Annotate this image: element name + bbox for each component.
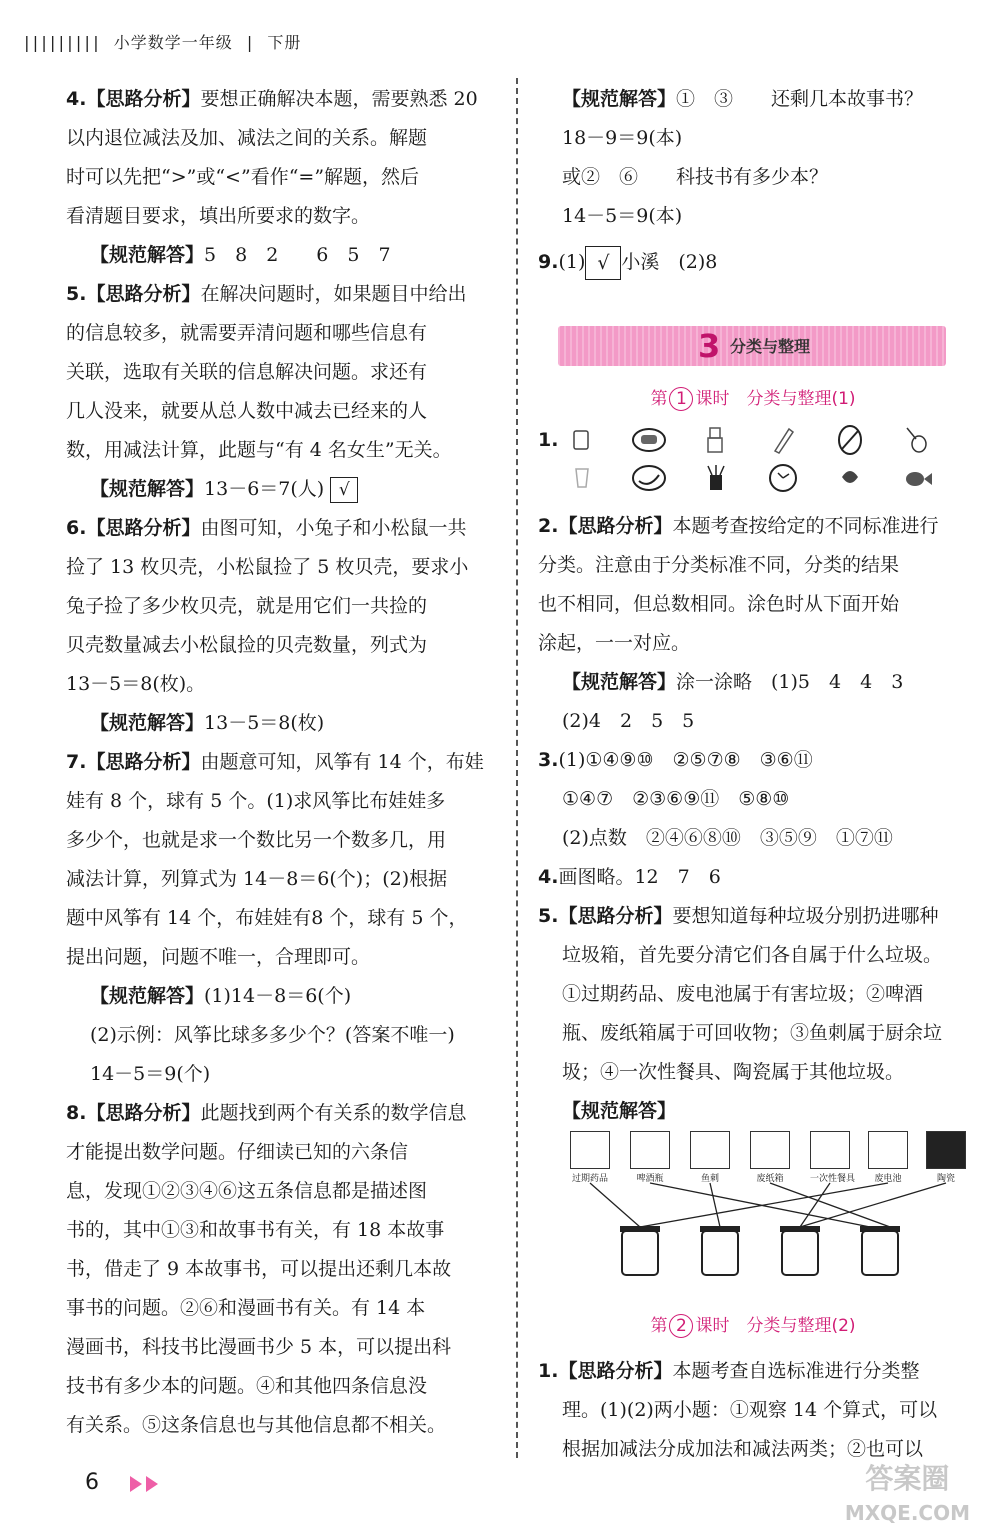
- book-title: 小学数学一年级: [113, 33, 233, 52]
- unit-title: 分类与整理: [730, 337, 811, 356]
- brush-cup-icon: [698, 463, 734, 493]
- q1-icon-row-1: 1.: [538, 425, 968, 455]
- page-number: 6: [85, 1470, 99, 1495]
- watermark: 答案圈 MXQE.COM: [844, 1462, 970, 1525]
- fish-icon: [899, 463, 935, 493]
- robot-toy-icon: [698, 425, 734, 455]
- q6-answer: 【规范解答】13－5＝8(枚): [90, 712, 325, 734]
- cup-icon: [564, 463, 600, 493]
- q4-answer: 【规范解答】5 8 2 6 5 7: [90, 244, 391, 266]
- barcode-mark: |||||||||: [22, 33, 100, 52]
- kitchen-bin-icon: [698, 1223, 742, 1279]
- other-bin-icon: [778, 1223, 822, 1279]
- clock-icon: [765, 463, 801, 493]
- eraser-icon: [564, 425, 600, 455]
- bowl-spoon-icon: [631, 463, 667, 493]
- q9-line: 9.(1) √ 小溪 (2)8: [538, 236, 968, 288]
- q2-line: 2.【思路分析】本题考查按给定的不同标准进行: [538, 515, 939, 537]
- q5-answer: 【规范解答】13－6＝7(人) √: [66, 470, 496, 509]
- q8-line: 8.【思路分析】此题找到两个有关系的数学信息: [66, 1102, 467, 1124]
- q3-line: 3.(1)①④⑨⑩ ②⑤⑦⑧ ③⑥⑪: [538, 749, 813, 771]
- arrow-icon: [146, 1476, 158, 1492]
- q4-line: 4.【思路分析】要想正确解决本题，需要熟悉 20: [66, 88, 478, 110]
- unit-banner: [558, 326, 946, 366]
- q8-answer: 【规范解答】① ③ 还剩几本故事书？: [562, 88, 924, 110]
- hazardous-bin-icon: [618, 1223, 662, 1279]
- recyclable-bin-icon: [858, 1223, 902, 1279]
- checkmark-box: √: [585, 246, 621, 280]
- q2-answer: 【规范解答】涂一涂略 (1)5 4 4 3: [562, 671, 904, 693]
- right-column: 【规范解答】① ③ 还剩几本故事书？ 18－9＝9(本) 或② ⑥ 科技书有多少本？ 14－5＝9(本) 9.(1) √ 小溪 (2)8 3 分类与整理 第 1 课时 分类与整理(1) 1. 2.【思路分析】本题考查按给定的不同标准进行 分类。注意由于分类标准不同，分类的结果 也不相同，但总数相同。涂色时从下面开始 涂起，一一对应。 【规范解答】涂一涂略 (1)5 4 4 3 (2)4 2 5 5 3.(1)①④⑨⑩ ②⑤⑦⑧ ③⑥⑪ ①④⑦ ②③⑥⑨⑪ ⑤⑧⑩ (2)点数 ②④⑥⑧⑩ ③⑤⑨ ①⑦⑪ 4.画图略。12 7 6 5.【思路分析】要想知道每种垃圾分别扔进哪种 垃圾箱，首先要分清它们各自属于什么垃圾。 ①过期药品、废电池属于有害垃圾；②啤酒 瓶、废纸箱属于可回收物；③鱼刺属于厨余垃 圾；④一次性餐具、陶瓷属于其他垃圾。 【规范解答】 过期药品 啤酒瓶 鱼刺 废纸箱 一次性餐具 废电池 陶瓷 第 2 课时 分类与整理(2) 1.【思路分析】本题考查自选标准进行分类整 理。(1)(2)两小题：①观察 14 个算式，可以 根据加减法分成加法和减法两类；②也可以: [538, 80, 968, 1469]
- waste-item-bottle: 啤酒瓶: [630, 1131, 670, 1184]
- waste-item-box: 废纸箱: [750, 1131, 790, 1184]
- q1-icon-row-2: [538, 455, 968, 493]
- q1b-line: 1.【思路分析】本题考查自选标准进行分类整: [538, 1360, 920, 1382]
- lesson-heading-2: 第 2 课时 分类与整理(2): [650, 1316, 856, 1336]
- leaf-icon: [832, 463, 868, 493]
- q4r-line: 4.画图略。12 7 6: [538, 866, 721, 888]
- column-divider: [516, 78, 518, 1458]
- sorting-diagram: [570, 1131, 970, 1311]
- q5r-line: 5.【思路分析】要想知道每种垃圾分别扔进哪种: [538, 905, 939, 927]
- unit-number: 3: [698, 327, 721, 365]
- q6-line: 6.【思路分析】由图可知，小兔子和小松鼠一共: [66, 517, 467, 539]
- loofah-icon: [832, 425, 868, 455]
- running-header: ||||||||| 小学数学一年级 | 下册: [22, 33, 302, 52]
- pencil-icon: [765, 425, 801, 455]
- waste-item-ceramic: 陶瓷: [926, 1131, 966, 1184]
- q5-answer-label: 【规范解答】: [562, 1100, 677, 1122]
- q7-line: 7.【思路分析】由题意可知，风筝有 14 个，布娃: [66, 751, 484, 773]
- violin-icon: [899, 425, 935, 455]
- waste-item-tableware: 一次性餐具: [810, 1131, 850, 1184]
- checkmark-box: √: [330, 477, 358, 503]
- waste-item-fishbone: 鱼刺: [690, 1131, 730, 1184]
- bread-icon: [631, 425, 667, 455]
- lesson-heading-1: 第 1 课时 分类与整理(1): [650, 389, 856, 409]
- waste-item-medicine: 过期药品: [570, 1131, 610, 1184]
- arrow-icon: [130, 1476, 142, 1492]
- q7-answer: 【规范解答】(1)14－8＝6(个): [90, 985, 352, 1007]
- q5-line: 5.【思路分析】在解决问题时，如果题目中给出: [66, 283, 467, 305]
- left-column: 4.【思路分析】要想正确解决本题，需要熟悉 20 以内退位减法及加、减法之间的关系。解题 时可以先把“>”或“<”看作“=”解题，然后 看清题目要求，填出所要求的数字。 【规范解答】5 8 2 6 5 7 5.【思路分析】在解决问题时，如果题目中给出 的信息较多，就需要弄清问题和哪些信息有 关联，选取有关联的信息解决问题。求还有 几人没来，就要从总人数中减去已经来的人 数，用减法计算，此题与“有 4 名女生”无关。 【规范解答】13－6＝7(人) √ 6.【思路分析】由图可知，小兔子和小松鼠一共 捡了 13 枚贝壳，小松鼠捡了 5 枚贝壳，要求小 兔子捡了多少枚贝壳，就是用它们一共捡的 贝壳数量减去小松鼠捡的贝壳数量，列式为 13－5＝8(枚)。 【规范解答】13－5＝8(枚) 7.【思路分析】由题意可知，风筝有 14 个，布娃 娃有 8 个，球有 5 个。(1)求风筝比布娃娃多 多少个，也就是求一个数比另一个数多几，用 减法计算，列算式为 14－8＝6(个)；(2)根据 题中风筝有 14 个，布娃娃有8 个，球有 5 个， 提出问题，问题不唯一，合理即可。 【规范解答】(1)14－8＝6(个) (2)示例：风筝比球多多少个？(答案不唯一) 14－5＝9(个) 8.【思路分析】此题找到两个有关系的数学信息 才能提出数学问题。仔细读已知的六条信 息，发现①②③④⑥这五条信息都是描述图 书的，其中①③和故事书有关，有 18 本故事 书，借走了 9 本故事书，可以提出还剩几本故 事书的问题。②⑥和漫画书有关。有 14 本 漫画书，科技书比漫画书少 5 本，可以提出科 技书有多少本的问题。④和其他四条信息没 有关系。⑤这条信息也与其他信息都不相关。: [66, 80, 496, 1445]
- volume-label: 下册: [267, 33, 302, 52]
- waste-item-battery: 废电池: [868, 1131, 908, 1184]
